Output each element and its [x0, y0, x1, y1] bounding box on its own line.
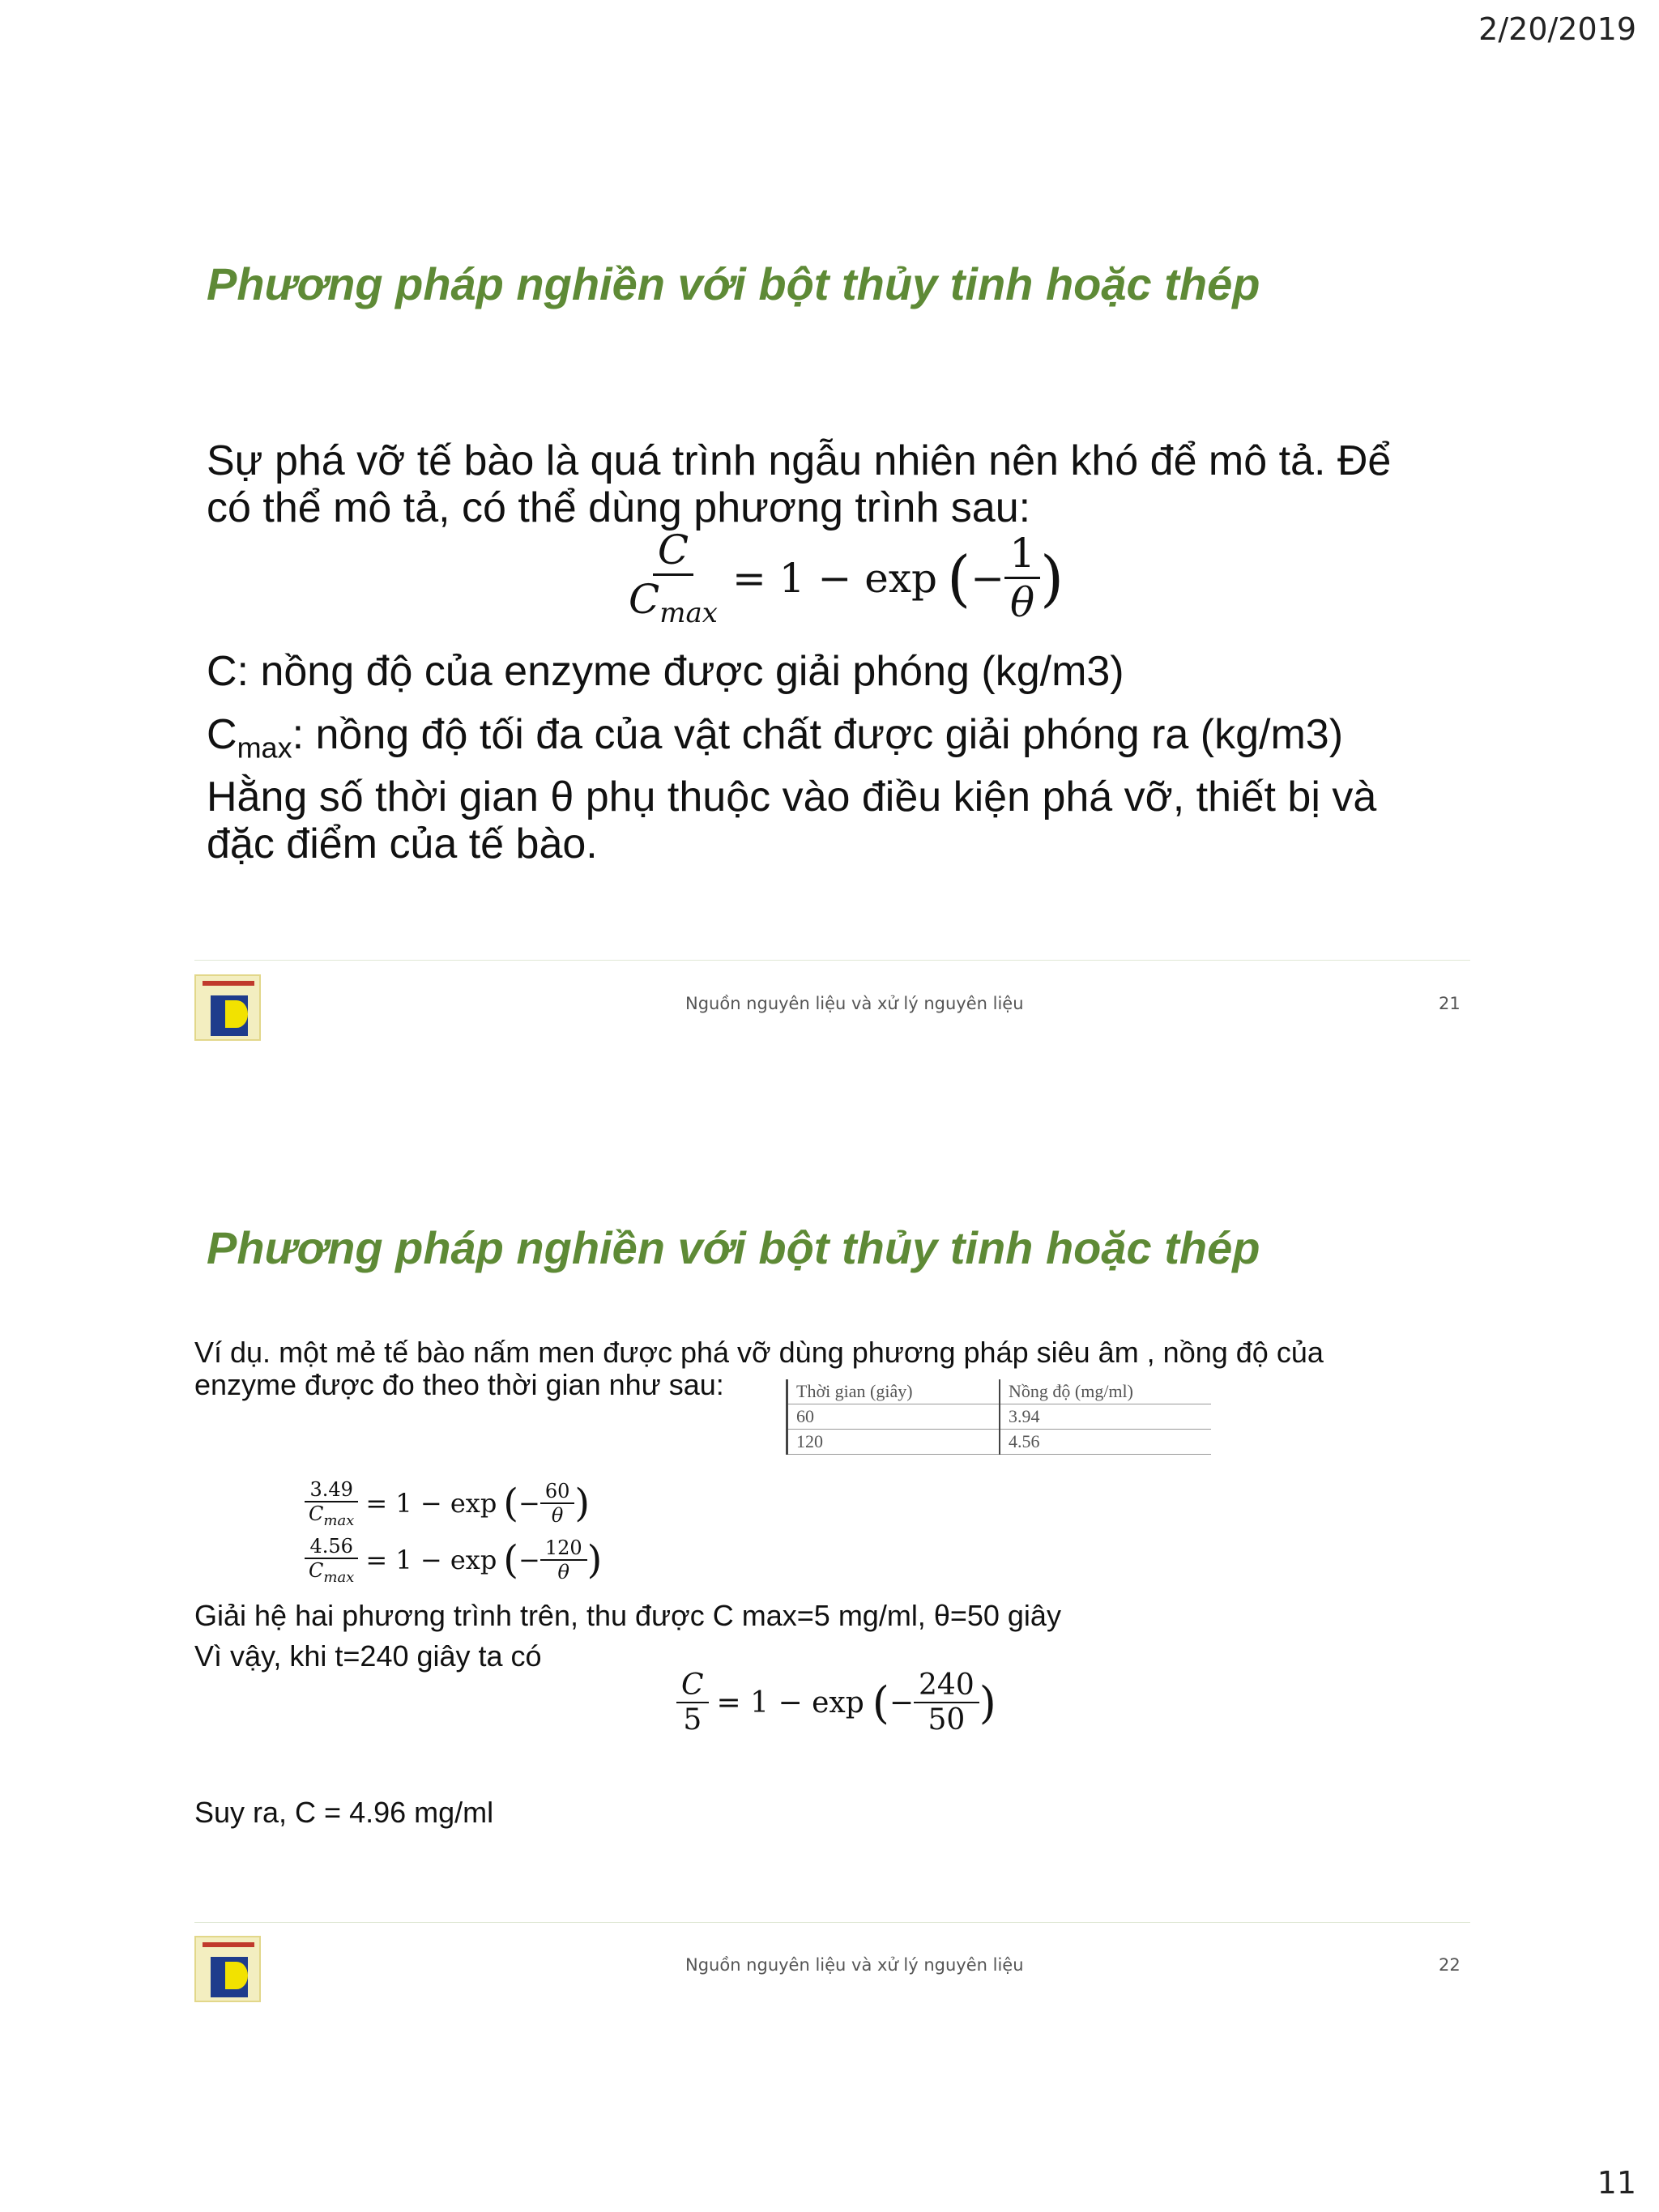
result-line: Suy ra, C = 4.96 mg/ml [194, 1796, 494, 1829]
table-row [787, 1404, 1212, 1430]
page-number: 11 [1597, 2165, 1636, 2201]
equation-1: $\frac{3.49}{C_{max}}$ = 1 − exp ( − $\frac{60}{\theta}$ ) [304, 1478, 590, 1529]
definition-theta: Hằng số thời gian θ phụ thuộc vào điều kiện phá vỡ, thiết bị và đặc điểm của tế bào. [207, 774, 1377, 867]
university-logo [194, 974, 261, 1041]
table-header-row [787, 1379, 1212, 1404]
table-row [787, 1430, 1212, 1455]
table-cell: 3.94 [1000, 1404, 1211, 1430]
slide-22-footer-text: Nguồn nguyên liệu và xử lý nguyên liệu [685, 1955, 1024, 1975]
table-cell: 120 [787, 1430, 1000, 1455]
table-cell: 4.56 [1000, 1430, 1211, 1455]
slide-21-footer-divider [194, 960, 1470, 961]
left-paren: ( [947, 542, 971, 614]
right-paren: ) [1040, 542, 1064, 614]
definition-c: C: nồng độ của enzyme được giải phóng (kg/m3) [207, 648, 1124, 695]
therefore-line: Vì vậy, khi t=240 giây ta có [194, 1639, 542, 1673]
print-date: 2/20/2019 [1478, 11, 1636, 47]
slide-22-footer-divider [194, 1922, 1470, 1923]
table-header-cell: Nồng độ (mg/ml) [1000, 1379, 1211, 1404]
equation-2: $\frac{4.56}{C_{max}}$ = 1 − exp ( − $\frac{120}{\theta}$ ) [304, 1535, 602, 1586]
slide-22-number: 22 [1439, 1955, 1461, 1975]
equation-3: $\frac{C}{5}$ = 1 − exp ( − $\frac{240}{50}$ ) [676, 1669, 996, 1737]
slide-21-footer-text: Nguồn nguyên liệu và xử lý nguyên liệu [685, 994, 1024, 1013]
slide-21-intro: Sự phá vỡ tế bào là quá trình ngẫu nhiên nên khó để mô tả. Để có thể mô tả, có thể dùng phương trình sau: [207, 437, 1392, 531]
slide-21-equation: $\frac{C}{C_{max}}$ = 1 − exp ( − $\frac{1}{\theta}$ ) [624, 526, 1064, 629]
slide-22-title: Phương pháp nghiền với bột thủy tinh hoặc thép [207, 1222, 1260, 1273]
slide-22-example: Ví dụ. một mẻ tế bào nấm men được phá vỡ dùng phương pháp siêu âm , nồng độ của enzyme được đo theo thời gian như sau: [194, 1336, 1324, 1401]
eq-inner-fraction: $\frac{1}{\theta}$ [1004, 530, 1040, 626]
data-table [786, 1379, 1211, 1455]
solution-line: Giải hệ hai phương trình trên, thu được C max=5 mg/ml, θ=50 giây [194, 1599, 1061, 1632]
table-header-cell: Thời gian (giây) [787, 1379, 1000, 1404]
table-cell: 60 [787, 1404, 1000, 1430]
eq-fraction: $\frac{C}{C_{max}}$ [629, 526, 718, 629]
slide-21-number: 21 [1439, 994, 1461, 1013]
university-logo [194, 1936, 261, 2002]
slide-21-title: Phương pháp nghiền với bột thủy tinh hoặc thép [207, 258, 1260, 309]
definition-cmax: $C_{max}$: nồng độ tối đa của vật chất được giải phóng ra (kg/m3) [207, 711, 1344, 765]
